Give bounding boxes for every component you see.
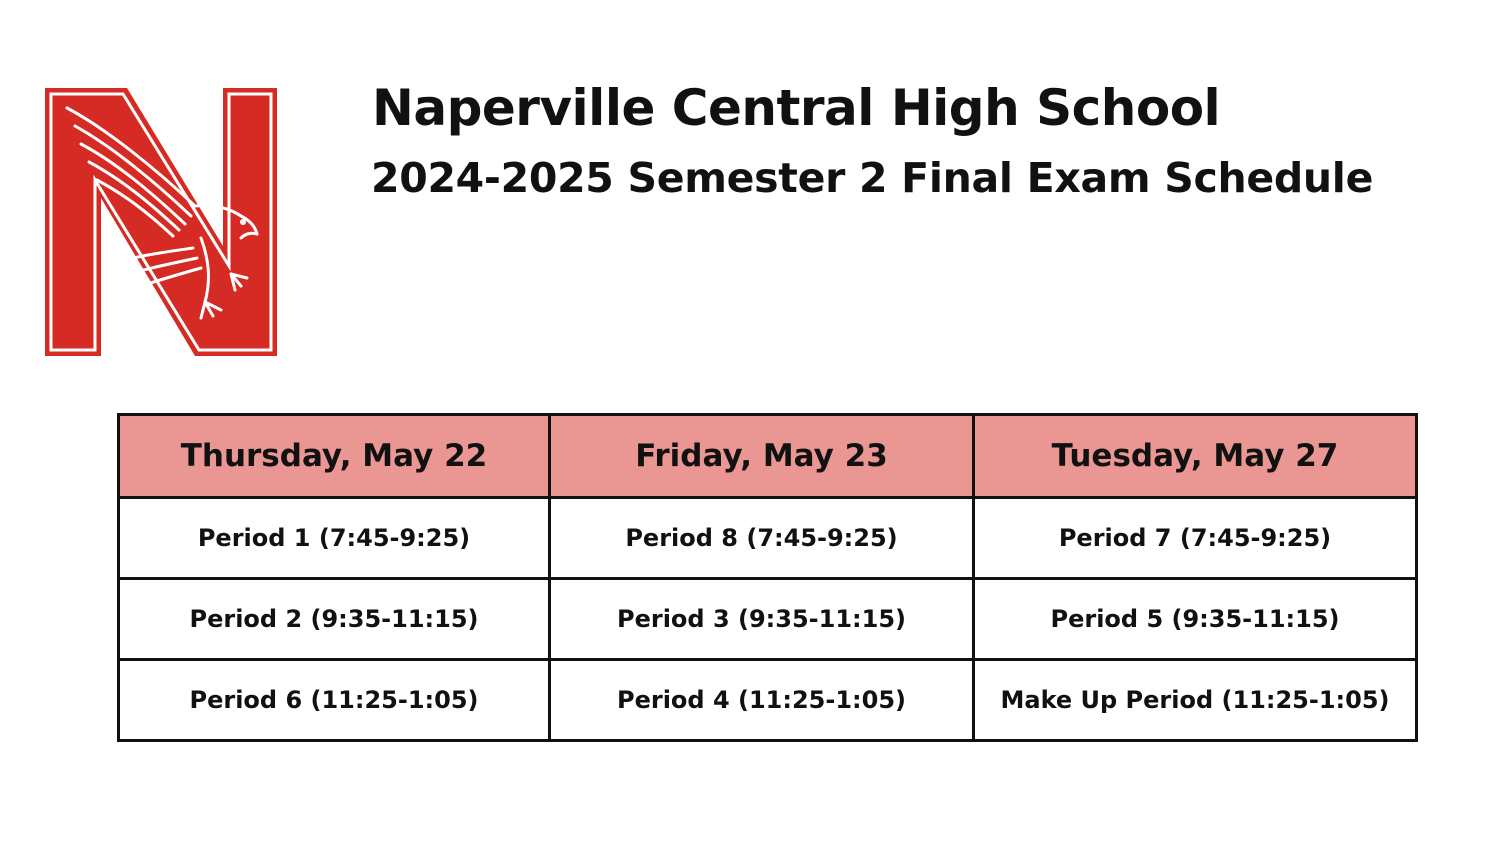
table-row bbox=[119, 498, 1417, 579]
day-header-tuesday: Tuesday, May 27 bbox=[974, 415, 1417, 498]
day-header-friday: Friday, May 23 bbox=[550, 415, 974, 498]
school-n-hawk-logo-icon bbox=[45, 88, 277, 356]
table-cell: Period 3 (9:35-11:15) bbox=[550, 579, 974, 660]
table-cell: Period 2 (9:35-11:15) bbox=[119, 579, 550, 660]
exam-schedule-table bbox=[117, 413, 1418, 742]
table-row bbox=[119, 660, 1417, 741]
table-cell: Period 4 (11:25-1:05) bbox=[550, 660, 974, 741]
school-logo bbox=[45, 88, 277, 356]
table-cell: Period 6 (11:25-1:05) bbox=[119, 660, 550, 741]
table-cell: Period 1 (7:45-9:25) bbox=[119, 498, 550, 579]
day-header-thursday: Thursday, May 22 bbox=[119, 415, 550, 498]
table-cell: Make Up Period (11:25-1:05) bbox=[974, 660, 1417, 741]
table-row bbox=[119, 579, 1417, 660]
school-name-title: Naperville Central High School bbox=[372, 79, 1221, 137]
table-header-row bbox=[119, 415, 1417, 498]
table-cell: Period 5 (9:35-11:15) bbox=[974, 579, 1417, 660]
table-cell: Period 8 (7:45-9:25) bbox=[550, 498, 974, 579]
table-cell: Period 7 (7:45-9:25) bbox=[974, 498, 1417, 579]
schedule-title: 2024-2025 Semester 2 Final Exam Schedule bbox=[371, 154, 1374, 202]
